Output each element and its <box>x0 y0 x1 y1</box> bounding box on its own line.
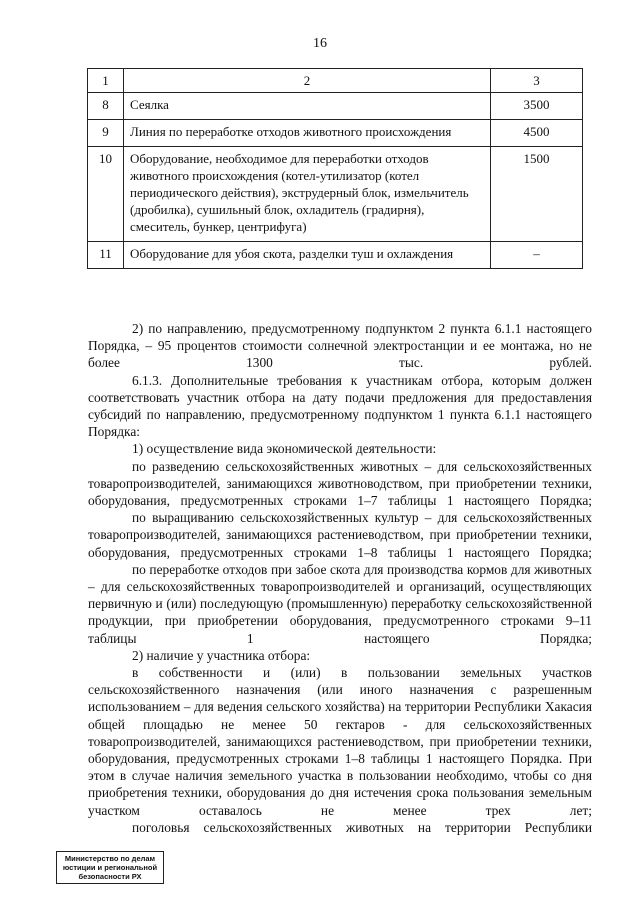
paragraph: в собственности и (или) в пользовании земельных участков сельскохозяйственного назначения (или иного назначения с разрешенным использованием – для ведения сельского хозяйства) на территории Республики Хакасия общей площадью не менее 50 гектаров - для сельскохозяйственных товаропроизводителей, занимающихся растениеводством, при приобретении техники, оборудования, предусмотренных строками 1–8 таблицы 1 настоящего Порядка. При этом в случае наличия земельного участка в пользовании необходимо, чтобы со дня приобретения техники, оборудования до дня истечения срока пользования земельным участком оставалось не менее трех лет; <box>88 665 592 818</box>
stamp-line: Министерство по делам <box>64 854 156 863</box>
row-value: – <box>491 242 583 269</box>
paragraph: по разведению сельскохозяйственных животных – для сельскохозяйственных товаропроизводителей, занимающихся животноводством, при приобретении техники, оборудования, предусмотренных строками 1–7 таблицы 1 настоящего Порядка; <box>88 458 592 509</box>
page-number: 16 <box>313 36 327 51</box>
stamp-line: безопасности РХ <box>78 872 142 881</box>
row-value: 4500 <box>491 120 583 147</box>
paragraph: 2) по направлению, предусмотренному подпунктом 2 пункта 6.1.1 настоящего Порядка, – 95 процентов стоимости солнечной электростанции и ее монтажа, но не более 1300 тыс. рублей. <box>88 321 592 371</box>
row-number: 9 <box>88 120 124 147</box>
table-row <box>88 242 583 269</box>
paragraph: поголовья сельскохозяйственных животных на территории Республики <box>132 819 592 835</box>
table-row <box>88 93 583 120</box>
body-text <box>88 320 592 836</box>
row-value: 1500 <box>491 147 583 242</box>
row-name: Оборудование для убоя скота, разделки туш и охлаждения <box>124 242 491 269</box>
row-name: Линия по переработке отходов животного происхождения <box>124 120 491 147</box>
paragraph: 6.1.3. Дополнительные требования к участникам отбора, которым должен соответствовать участник отбора на дату подачи предложения для предоставления субсидий по направлению, предусмотренному подпунктом 1 пункта 6.1.1 настоящего Порядка: <box>88 372 592 440</box>
registration-stamp <box>56 851 164 884</box>
paragraph: по переработке отходов при забое скота для производства кормов для животных – для сельскохозяйственных товаропроизводителей и организаций, осуществляющих первичную и (или) последующую (промышленную) переработку сельскохозяйственной продукции, при приобретении оборудования, предусмотренного строками 9–11 таблицы 1 настоящего Порядка; <box>88 561 592 646</box>
row-name: Сеялка <box>124 93 491 120</box>
paragraph: 1) осуществление вида экономической деятельности: <box>132 441 437 457</box>
row-number: 8 <box>88 93 124 120</box>
row-value: 3500 <box>491 93 583 120</box>
row-number: 10 <box>88 147 124 242</box>
paragraph: по выращиванию сельскохозяйственных культур – для сельскохозяйственных товаропроизводителей, занимающихся растениеводством, при приобретении техники, оборудования, предусмотренных строками 1–8 таблицы 1 настоящего Порядка; <box>88 510 592 560</box>
equipment-table <box>87 68 583 269</box>
header-col-3: 3 <box>491 69 583 93</box>
row-name: Оборудование, необходимое для переработки отходов животного происхождения (котел-утилизатор (котел периодического действия), экструдерный блок, измельчитель (дробилка), сушильный блок, охладитель (градирня), смеситель, бункер, центрифуга) <box>124 147 491 242</box>
row-number: 11 <box>88 242 124 269</box>
table-header-row <box>88 69 583 93</box>
table-row <box>88 147 583 242</box>
paragraph: 2) наличие у участника отбора: <box>132 647 311 663</box>
header-col-2: 2 <box>124 69 491 93</box>
table-row <box>88 120 583 147</box>
header-col-1: 1 <box>88 69 124 93</box>
stamp-line: юстиции и региональной <box>62 863 158 872</box>
